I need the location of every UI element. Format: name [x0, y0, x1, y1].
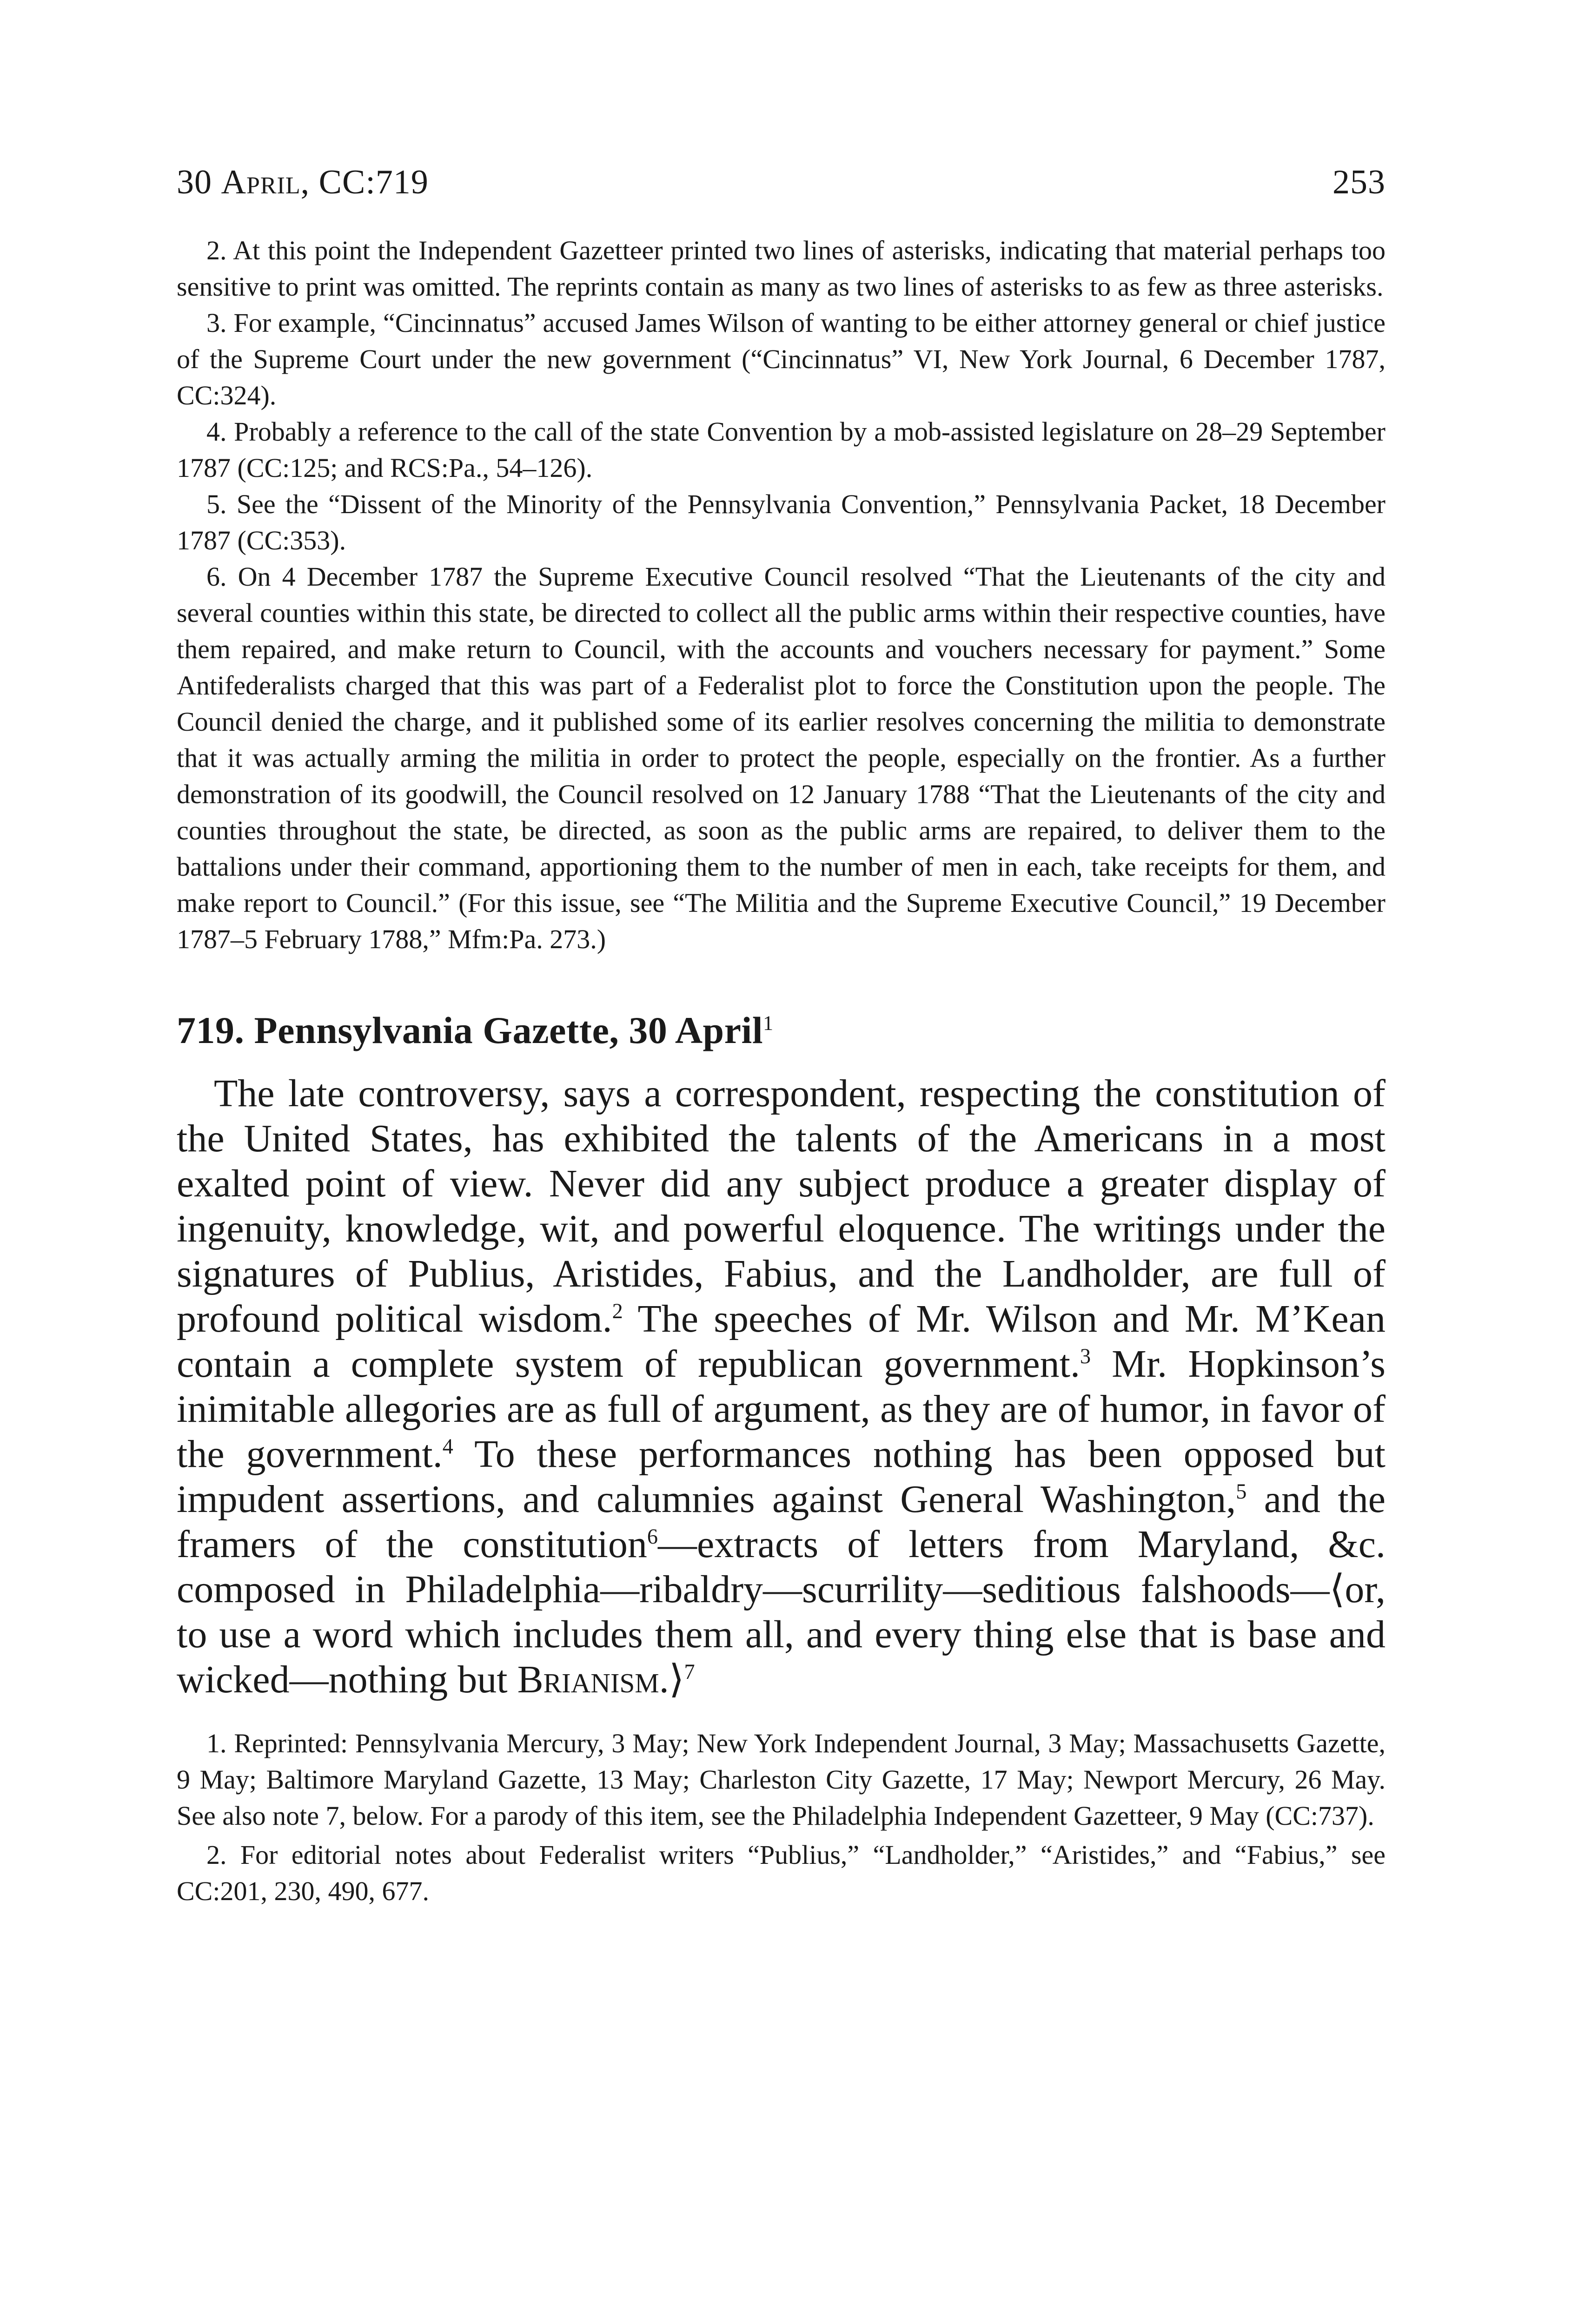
footnote-3: 3. For example, “Cincinnatus” accused James Wilson of wanting to be either attorney general or chief justice of the Supreme Court under the new government (“Cincinnatus” VI, New York Journal, 6 December 1787, CC:324).: [177, 308, 1385, 410]
running-head-left: 30 April, CC:719: [177, 163, 429, 201]
heading-note-ref: 1: [763, 1011, 774, 1035]
document-page: [177, 163, 1385, 1912]
document-body: The late controversy, says a correspondent, respecting the constitution of the United States, has exhibited the talents of the Americans in a most exalted point of view. Never did any subject produce a greater display of ingenuity, knowledge, wit, and powerful eloquence. The writings under the signatures of Publius, Aristides, Fabius, and the Landholder, are full of profound political wisdom.$^2$ The speeches of Mr. Wilson and Mr. M’Kean contain a complete system of republican government.$^3$ Mr. Hopkinson’s inimitable allegories are as full of argument, as they are of humor, in favor of the government.$^4$ To these performances nothing has been opposed but impudent assertions, and calumnies against General Washington,$^5$ and the framers of the constitution$^6$—extracts of letters from Maryland, &c. composed in Philadelphia—ribaldry—scurrility—seditious falshoods—⟨or, to use a word which includes them all, and every thing else that is base and wicked—nothing but Brianism.⟩$^7$: [177, 1072, 1386, 1701]
note-ref-3: 3: [1080, 1344, 1091, 1368]
page-number: 253: [1332, 163, 1385, 201]
footnote-6: 6. On 4 December 1787 the Supreme Executive Council resolved “That the Lieutenants of the city and several counties within this state, be directed to collect all the public arms within their respective counties, have them repaired, and make return to Council, with the accounts and vouchers necessary for payment.” Some Antifederalists charged that this was part of a Federalist plot to force the Constitution upon the people. The Council denied the charge, and it published some of its earlier resolves concerning the militia to demonstrate that it was actually arming the militia in order to protect the people, especially on the frontier. As a further demonstration of its goodwill, the Council resolved on 12 January 1788 “That the Lieutenants of the city and counties throughout the state, be directed, as soon as the public arms are repaired, to deliver them to the battalions under their command, apportioning them to the number of men in each, take receipts for them, and make report to Council.” (For this issue, see “The Militia and the Supreme Executive Council,” 19 December 1787–5 February 1788,” Mfm:Pa. 273.): [177, 561, 1385, 954]
footnote-2: 2. At this point the Independent Gazetteer printed two lines of asterisks, indicating that material perhaps too sensitive to print was omitted. The reprints contain as many as two lines of asterisks to as few as three asterisks.: [177, 235, 1385, 302]
note-ref-6: 6: [647, 1525, 658, 1548]
footnote-5: 5. See the “Dissent of the Minority of the Pennsylvania Convention,” Pennsylvania Packet, 18 December 1787 (CC:353).: [177, 489, 1385, 555]
footnotes-document-719: [177, 1725, 1385, 1909]
brianism-term: Brianism.: [517, 1658, 669, 1701]
note-ref-2: 2: [612, 1299, 623, 1323]
running-head-month: April: [221, 163, 301, 201]
note-ref-5: 5: [1236, 1479, 1247, 1503]
footnotes-previous-document: [177, 232, 1385, 957]
footnote-2-editorial: 2. For editorial notes about Federalist writers “Publius,” “Landholder,” “Aristides,” and “Fabius,” see CC:201, 230, 490, 677.: [177, 1840, 1385, 1906]
running-head: [177, 163, 1385, 214]
document-heading: [177, 1009, 1385, 1052]
note-ref-7: 7: [684, 1660, 695, 1684]
footnote-4: 4. Probably a reference to the call of the state Convention by a mob-assisted legislature on 28–29 September 1787 (CC:125; and RCS:Pa., 54–126).: [177, 416, 1385, 483]
note-ref-4: 4: [442, 1434, 453, 1458]
document-heading-text: 719. Pennsylvania Gazette, 30 April: [177, 1009, 763, 1051]
footnote-1: 1. Reprinted: Pennsylvania Mercury, 3 May; New York Independent Journal, 3 May; Massachusetts Gazette, 9 May; Baltimore Maryland Gazette, 13 May; Charleston City Gazette, 17 May; Newport Mercury, 26 May. See also note 7, below. For a parody of this item, see the Philadelphia Independent Gazetteer, 9 May (CC:737).: [177, 1728, 1385, 1831]
